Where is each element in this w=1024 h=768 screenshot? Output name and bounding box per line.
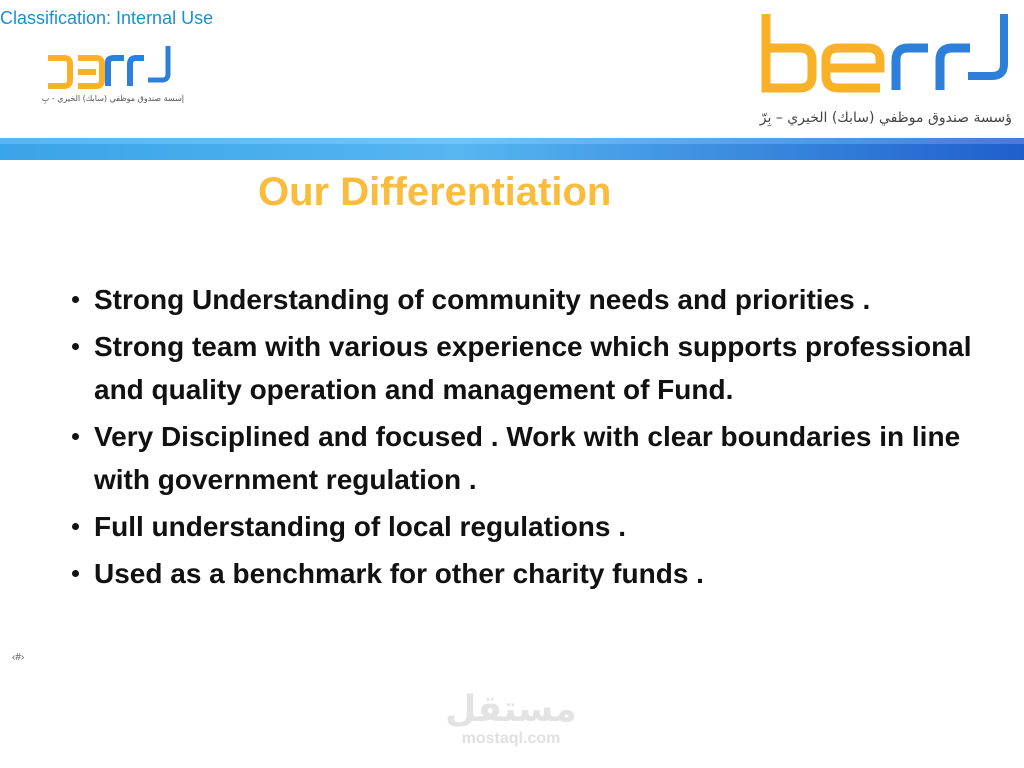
bullet-text: Very Disciplined and focused . Work with clear boundaries in line with government regulation . [94,421,961,495]
classification-label: Classification: Internal Use [0,8,214,28]
bullet-text: Used as a benchmark for other charity funds . [94,558,704,589]
bullet-text: Strong Understanding of community needs and priorities . [94,284,871,315]
bullet-dot-icon [72,523,79,530]
berr-wordmark-large [756,10,1012,100]
bullet-dot-icon [72,433,79,440]
bullet-item [94,552,994,595]
bullet-item [94,505,994,548]
slide-number: ‹#› [12,652,25,663]
berr-logo-large [756,10,1012,126]
bullet-dot-icon [72,296,79,303]
bullet-dot-icon [72,343,79,350]
mostaql-watermark [436,690,586,748]
bullet-text: Full understanding of local regulations . [94,511,627,542]
header-divider-band [0,138,1024,160]
berr-logo-small [41,44,184,103]
logo-large-tagline: ؤسسة صندوق موظفي (سابك) الخيري – بِرّ [759,110,1012,126]
watermark-arabic: مستقل [445,689,577,730]
watermark-domain: mostaql.com [461,730,561,747]
slide-title: Our Differentiation [258,170,612,214]
bullet-item [94,415,994,501]
bullet-item [94,278,994,321]
logo-small-tagline: إسسة صندوق موظفي (سابك) الخيري - بِ [41,94,184,103]
bullet-item [94,325,994,411]
berr-wordmark-small [44,44,174,90]
bullet-text: Strong team with various experience which supports professional and quality operation and management of Fund. [94,331,972,405]
bullet-dot-icon [72,570,79,577]
bullet-list [94,278,994,599]
